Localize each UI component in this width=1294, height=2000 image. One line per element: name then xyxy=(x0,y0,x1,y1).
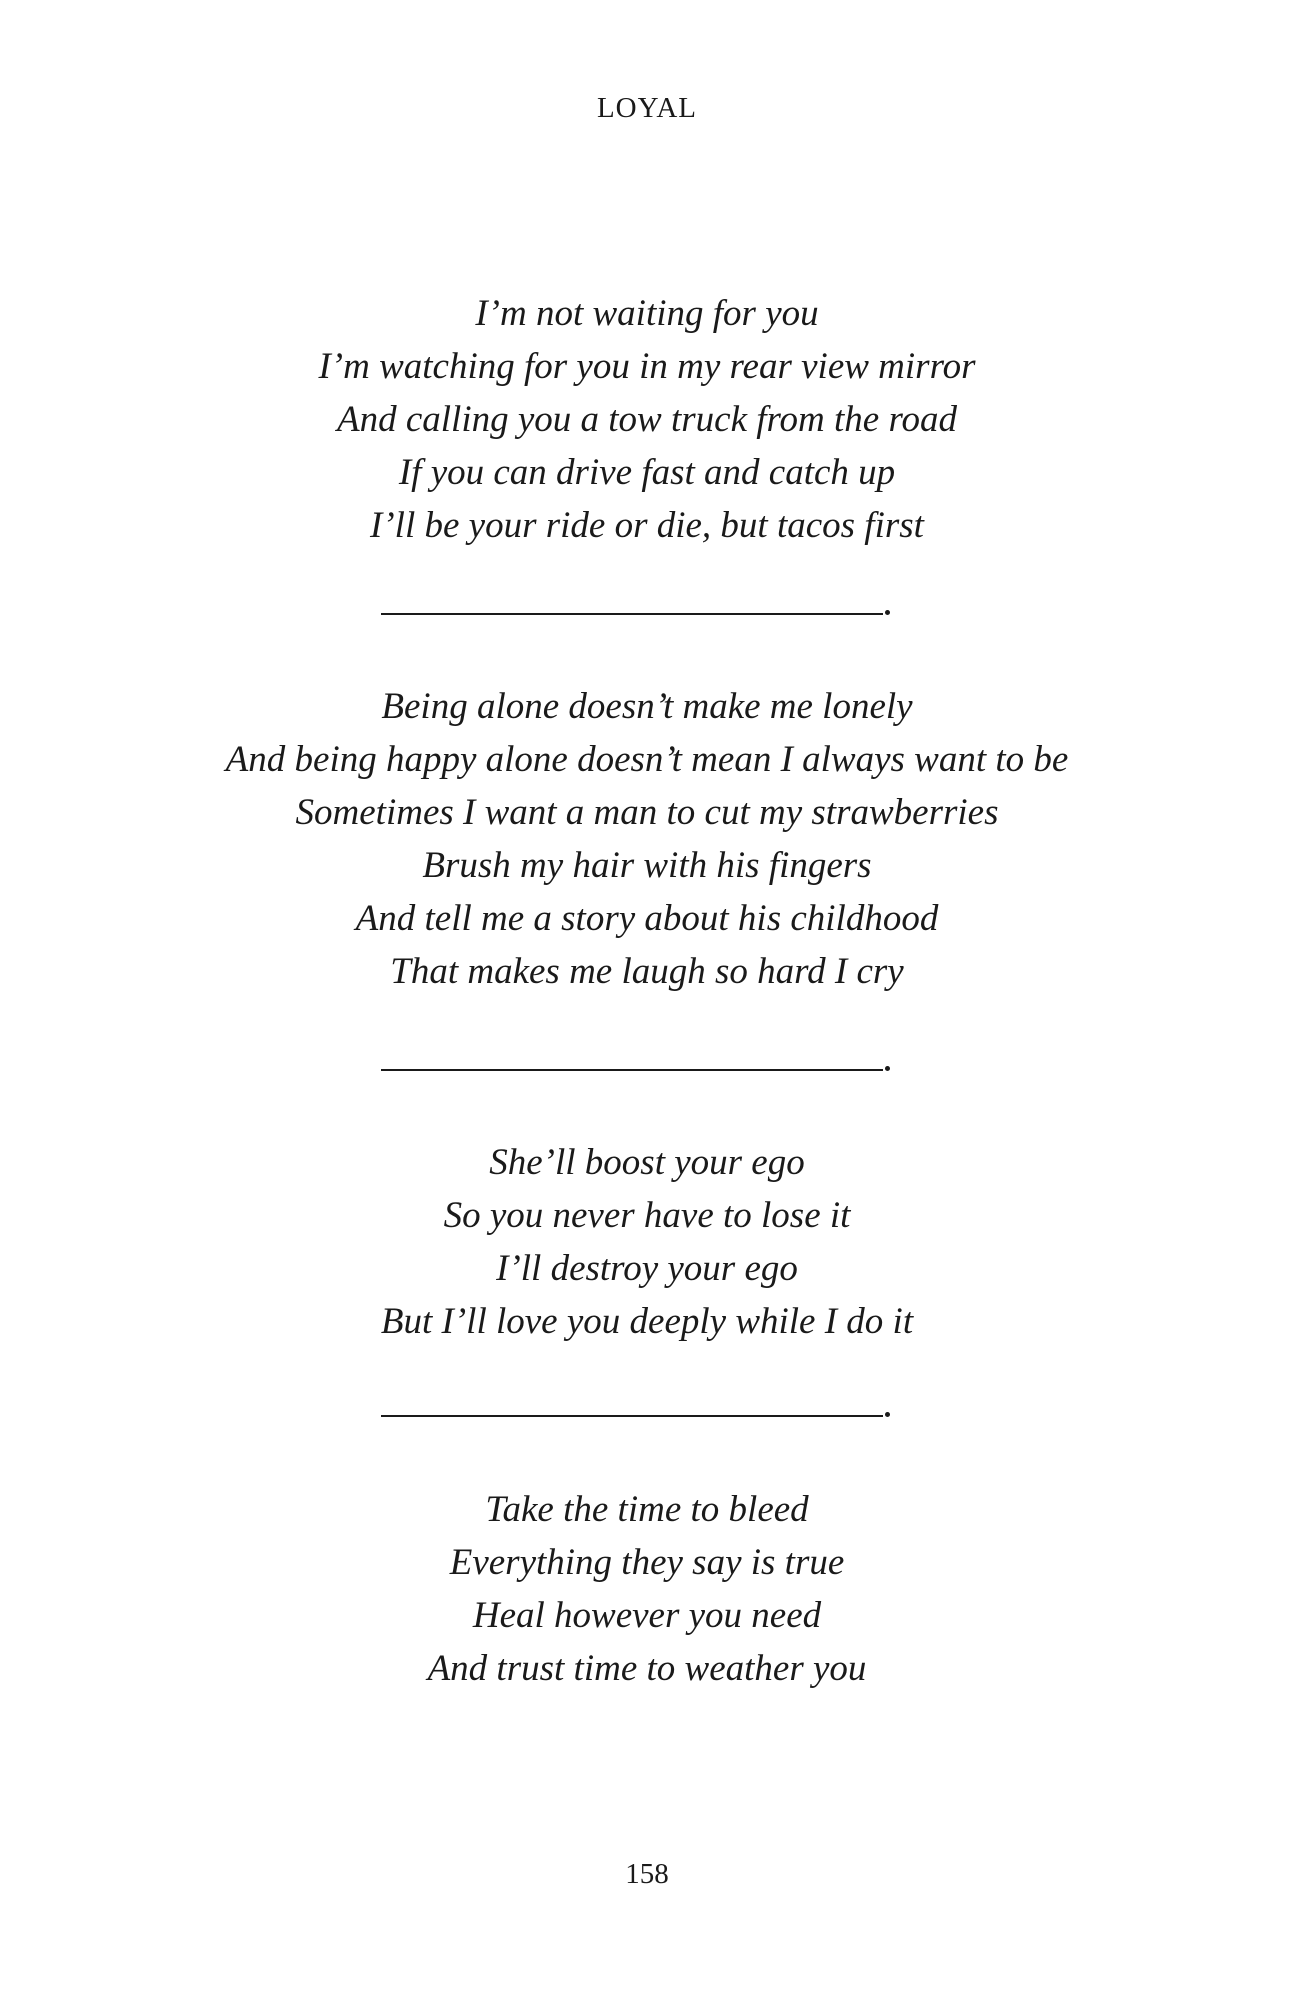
divider-rule xyxy=(381,1415,883,1417)
poem-line: Take the time to bleed xyxy=(485,1489,809,1530)
poem-line: Heal however you need xyxy=(472,1595,822,1636)
poem-line: But I’ll love you deeply while I do it xyxy=(380,1301,914,1342)
poem-line: And being happy alone doesn’t mean I always want to be xyxy=(225,739,1069,780)
poem-line: Brush my hair with his fingers xyxy=(422,845,872,886)
poem-line: And calling you a tow truck from the road xyxy=(336,399,958,440)
section-divider xyxy=(381,1059,891,1079)
poem-line: And trust time to weather you xyxy=(427,1648,867,1689)
poem-line: I’m not waiting for you xyxy=(475,293,819,334)
section-divider xyxy=(381,603,891,623)
section-divider xyxy=(381,1405,891,1425)
poem-line: Being alone doesn’t make me lonely xyxy=(381,686,913,727)
stanza xyxy=(0,287,1294,552)
poem-line: That makes me laugh so hard I cry xyxy=(390,951,904,992)
divider-dot xyxy=(885,1066,890,1071)
divider-rule xyxy=(381,1069,883,1071)
poem-line: If you can drive fast and catch up xyxy=(398,452,896,493)
poem-line: I’ll destroy your ego xyxy=(496,1248,798,1289)
poem-line: I’ll be your ride or die, but tacos first xyxy=(370,505,924,546)
stanza xyxy=(0,1483,1294,1695)
poem-line: Sometimes I want a man to cut my strawberries xyxy=(295,792,999,833)
poem-line: I’m watching for you in my rear view mirror xyxy=(318,346,976,387)
stanza xyxy=(0,1136,1294,1348)
running-header: LOYAL xyxy=(596,92,698,124)
poem-line: Everything they say is true xyxy=(449,1542,845,1583)
poem-line: She’ll boost your ego xyxy=(489,1142,805,1183)
stanza xyxy=(0,680,1294,998)
divider-dot xyxy=(885,1412,890,1417)
divider-rule xyxy=(381,613,883,615)
poem-line: So you never have to lose it xyxy=(443,1195,851,1236)
poem-line: And tell me a story about his childhood xyxy=(355,898,939,939)
page-number: 158 xyxy=(625,1858,669,1890)
divider-dot xyxy=(885,610,890,615)
